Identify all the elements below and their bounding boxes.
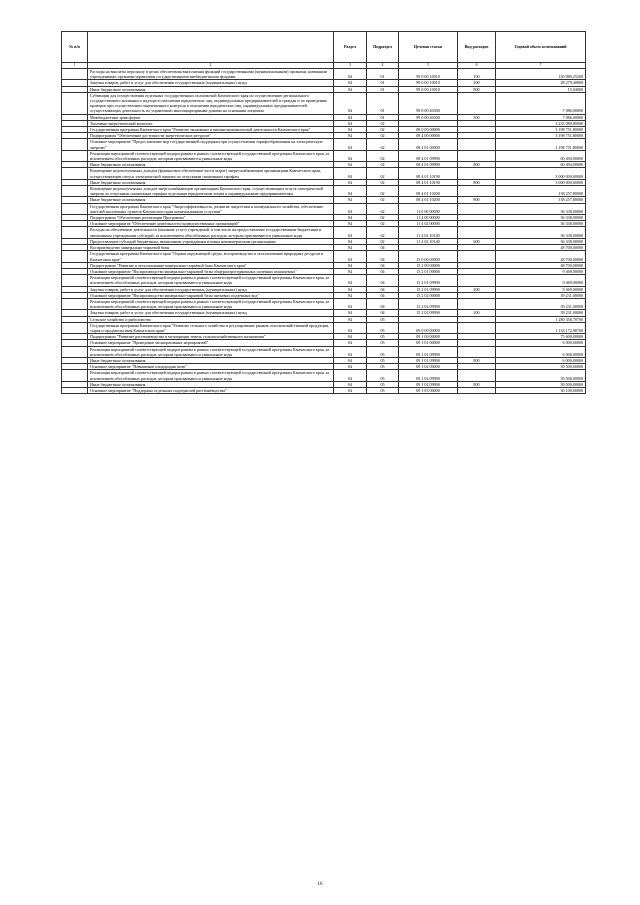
table-row — [62, 322, 586, 333]
cell-razdel: 04 — [334, 357, 367, 363]
cell-vid: 200 — [458, 286, 496, 292]
cell-vid — [458, 370, 496, 381]
cell-podrazdel: 05 — [367, 364, 399, 370]
cell-podrazdel: 04 — [367, 275, 399, 286]
cell-name: Иные бюджетные ассигнования — [88, 197, 334, 203]
cell-razdel: 04 — [334, 215, 367, 221]
cell-podrazdel: 04 — [367, 268, 399, 274]
cell-amount: 1 133 172,98700 — [496, 322, 586, 333]
cell-name: Предоставление субсидий бюджетным, автономным учреждениям и иным некоммерческим организациям — [88, 238, 334, 244]
cell-razdel: 04 — [334, 298, 367, 309]
cell-statya: 09 1 01 09990 — [399, 346, 458, 357]
cell-name: Иные бюджетные ассигнования — [88, 381, 334, 387]
table-row — [62, 203, 586, 214]
cell-razdel: 04 — [334, 179, 367, 185]
cell-statya: 15 2 01 09990 — [399, 286, 458, 292]
cell-name: Реализация мероприятий соответствующей подпрограммы в рамках соответствующей государственной программы Камчатского края, за исключением обособленных расходов, которым присваиваются уникальные коды — [88, 275, 334, 286]
table-row — [62, 387, 586, 393]
header-num: № п/п — [62, 32, 88, 63]
cell-podrazdel: 04 — [367, 245, 399, 251]
cell-vid — [458, 298, 496, 309]
cell-amount: 3 235 089,80000 — [496, 120, 586, 126]
cell-razdel: 04 — [334, 139, 367, 150]
table-row — [62, 227, 586, 238]
cell-num — [62, 186, 88, 197]
cell-statya: 09 1 02 09990 — [399, 370, 458, 381]
cell-amount: 39 231,00000 — [496, 292, 586, 298]
cell-podrazdel: 05 — [367, 340, 399, 346]
cell-num — [62, 150, 88, 161]
cell-statya: 09 1 02 00000 — [399, 364, 458, 370]
cell-statya: 99 0 00 10010 — [399, 80, 458, 86]
table-row — [62, 298, 586, 309]
cell-statya: 15 0 00 00000 — [399, 251, 458, 262]
cell-name: Государственная программа Камчатского края "Энергоэффективность, развитие энергетики и коммунального хозяйства, обеспечение жителей населенных пунктов Камчатского края коммунальными услугами" — [88, 203, 334, 214]
table-header-row — [62, 32, 586, 63]
cell-podrazdel: 01 — [367, 69, 399, 80]
cell-name: Основное мероприятие "Поддержка отдельных подотраслей растениеводства" — [88, 387, 334, 393]
cell-num — [62, 203, 88, 214]
cell-name: Основное мероприятие "Воспроизводство минерально-сырьевой базы питьевых подземных вод" — [88, 292, 334, 298]
cell-amount: 48 700,00000 — [496, 245, 586, 251]
cell-name: Основное мероприятие "Обеспечение деятельности подведомственных организаций" — [88, 221, 334, 227]
cell-amount: 130 980,25200 — [496, 69, 586, 80]
cell-name: Подпрограмма "Обеспечение реализации Программы" — [88, 215, 334, 221]
cell-amount: 39 500,00000 — [496, 370, 586, 381]
cell-razdel: 04 — [334, 203, 367, 214]
cell-num — [62, 275, 88, 286]
cell-statya: 99 0 00 40300 — [399, 114, 458, 120]
cell-statya: 15 2 01 00000 — [399, 268, 458, 274]
cell-name: Иные бюджетные ассигнования — [88, 162, 334, 168]
table-row — [62, 370, 586, 381]
cell-amount: 3 198 751,80000 — [496, 133, 586, 139]
cell-name: Подпрограмма "Развитие растениеводства и мелиорации земель сельскохозяйственного назначения" — [88, 334, 334, 340]
cell-vid: 500 — [458, 114, 496, 120]
cell-razdel: 04 — [334, 268, 367, 274]
cell-podrazdel: 04 — [367, 286, 399, 292]
cell-vid: 100 — [458, 69, 496, 80]
cell-podrazdel: 01 — [367, 86, 399, 92]
cell-razdel: 04 — [334, 69, 367, 80]
cell-num — [62, 227, 88, 238]
col-number: 1 — [62, 63, 88, 69]
cell-razdel: 04 — [334, 168, 367, 179]
cell-statya: 08 4 01 09990 — [399, 150, 458, 161]
table-row — [62, 168, 586, 179]
cell-num — [62, 92, 88, 114]
cell-amount: 7 086,00000 — [496, 92, 586, 114]
cell-amount: 9 469,00000 — [496, 275, 586, 286]
cell-amount: 28 279,40800 — [496, 80, 586, 86]
cell-statya: 09 1 02 09990 — [399, 381, 458, 387]
table-row — [62, 275, 586, 286]
cell-podrazdel: 02 — [367, 133, 399, 139]
cell-razdel: 04 — [334, 80, 367, 86]
table-row — [62, 346, 586, 357]
cell-statya: 08 4 01 10200 — [399, 197, 458, 203]
cell-amount: 36 338,00000 — [496, 227, 586, 238]
header-amount: Годовой объем ассигнований — [496, 32, 586, 63]
cell-razdel: 04 — [334, 275, 367, 286]
cell-amount: 48 700,00000 — [496, 262, 586, 268]
cell-num — [62, 298, 88, 309]
page-number: 16 — [317, 882, 323, 887]
cell-vid — [458, 150, 496, 161]
cell-podrazdel: 04 — [367, 292, 399, 298]
cell-podrazdel: 04 — [367, 298, 399, 309]
cell-razdel: 04 — [334, 322, 367, 333]
cell-statya: 08 4 01 10190 — [399, 168, 458, 179]
cell-podrazdel: 01 — [367, 114, 399, 120]
cell-name: Реализация мероприятий соответствующей подпрограммы в рамках соответствующей государственной программы Камчатского края, за исключением обособленных расходов, которым присваиваются уникальные коды — [88, 150, 334, 161]
table-body — [62, 69, 586, 394]
cell-podrazdel: 02 — [367, 120, 399, 126]
header-name — [88, 32, 334, 63]
cell-name: Подпрограмма "Развитие и использование минерально-сырьевой базы Камчатского края" — [88, 262, 334, 268]
cell-vid: 800 — [458, 86, 496, 92]
cell-podrazdel: 02 — [367, 221, 399, 227]
cell-vid — [458, 139, 496, 150]
cell-statya: 11 4 00 00000 — [399, 215, 458, 221]
cell-podrazdel: 02 — [367, 139, 399, 150]
cell-name: Субвенции для осуществления отдельных государственных полномочий Камчатского края по осуществлению регионального государственного жилищного надзора в отношении юридических лиц, индивидуальных предпринимателей и граждан и по проведению проверок при осуществлении лицензионного контроля в отношении юридических лиц, индивидуальных предпринимателей, осуществляющих деятельность по управлению многоквартирными домами на основании лицензии — [88, 92, 334, 114]
cell-name: Закупка товаров, работ и услуг для обеспечения государственных (муниципальных) нужд — [88, 80, 334, 86]
cell-razdel: 04 — [334, 292, 367, 298]
cell-amount: 9 469,00000 — [496, 268, 586, 274]
cell-razdel: 04 — [334, 92, 367, 114]
cell-podrazdel: 01 — [367, 92, 399, 114]
cell-statya: 08 4 01 09990 — [399, 162, 458, 168]
cell-podrazdel: 05 — [367, 334, 399, 340]
col-number: 3 — [334, 63, 367, 69]
cell-amount: 36 338,00000 — [496, 238, 586, 244]
cell-amount: 39 231,00000 — [496, 298, 586, 309]
cell-name: Иные бюджетные ассигнования — [88, 179, 334, 185]
cell-statya: 99 0 00 10010 — [399, 86, 458, 92]
cell-razdel: 04 — [334, 150, 367, 161]
cell-amount: 48 700,00000 — [496, 251, 586, 262]
cell-amount: 6 000,00000 — [496, 346, 586, 357]
cell-num — [62, 251, 88, 262]
cell-podrazdel: 02 — [367, 127, 399, 133]
cell-num — [62, 370, 88, 381]
cell-podrazdel: 02 — [367, 186, 399, 197]
cell-vid — [458, 186, 496, 197]
cell-name: Реализация мероприятий соответствующей подпрограммы в рамках соответствующей государственной программы Камчатского края, за исключением обособленных расходов, которым присваиваются уникальные коды — [88, 298, 334, 309]
cell-amount: 39 500,00000 — [496, 364, 586, 370]
table-row — [62, 186, 586, 197]
cell-vid — [458, 275, 496, 286]
cell-name: Основное мероприятие "Повышение плодородия почв" — [88, 364, 334, 370]
cell-razdel: 04 — [334, 86, 367, 92]
cell-name: Воспроизводство минерально-сырьевой базы — [88, 245, 334, 251]
cell-razdel: 04 — [334, 346, 367, 357]
cell-statya: 08 4 01 00000 — [399, 139, 458, 150]
cell-name: Возмещение недополученных доходов энергоснабжающим организациям Камчатского края, осуществляющим отпуск электрической энергии по отпускным сниженным тарифам отдельным юридическим лицам и индивидуальным предпринимателям — [88, 186, 334, 197]
cell-razdel: 04 — [334, 286, 367, 292]
cell-podrazdel: 04 — [367, 251, 399, 262]
cell-statya: 15 2 00 00000 — [399, 262, 458, 268]
cell-num — [62, 346, 88, 357]
cell-vid — [458, 203, 496, 214]
cell-num — [62, 69, 88, 80]
cell-statya: 11 4 02 10140 — [399, 227, 458, 238]
cell-razdel: 04 — [334, 133, 367, 139]
cell-vid: 800 — [458, 197, 496, 203]
cell-vid: 800 — [458, 179, 496, 185]
cell-amount: 60 494,00000 — [496, 162, 586, 168]
cell-podrazdel: 02 — [367, 203, 399, 214]
cell-amount: 39 231,00000 — [496, 310, 586, 316]
cell-statya: 09 1 01 09990 — [399, 357, 458, 363]
table-row — [62, 92, 586, 114]
header-podrazdel: Подраздел — [367, 32, 399, 63]
col-number: 5 — [399, 63, 458, 69]
cell-name: Расходы на выплаты персоналу в целях обеспечения выполнения функций государственными (муниципальными) органами, казенными учреждениями, органами управления государственными внебюджетными фондами — [88, 69, 334, 80]
cell-statya: 09 1 00 00000 — [399, 334, 458, 340]
cell-razdel: 04 — [334, 387, 367, 393]
cell-vid: 600 — [458, 238, 496, 244]
cell-statya: 15 2 02 09990 — [399, 310, 458, 316]
cell-razdel: 04 — [334, 340, 367, 346]
cell-razdel: 04 — [334, 334, 367, 340]
cell-name: Основное мероприятие "Воспроизводство минерально-сырьевой базы общераспространенных полезных ископаемых" — [88, 268, 334, 274]
cell-podrazdel: 04 — [367, 310, 399, 316]
cell-podrazdel: 02 — [367, 162, 399, 168]
cell-razdel: 04 — [334, 316, 367, 322]
cell-statya: 09 1 03 00000 — [399, 387, 458, 393]
cell-num — [62, 387, 88, 393]
cell-podrazdel: 02 — [367, 227, 399, 238]
cell-podrazdel: 02 — [367, 150, 399, 161]
cell-amount: 15,04000 — [496, 86, 586, 92]
cell-statya: 08 4 01 10190 — [399, 179, 458, 185]
cell-name: Закупка товаров, работ и услуг для обеспечения государственных (муниципальных) нужд — [88, 286, 334, 292]
cell-amount: 9 469,00000 — [496, 286, 586, 292]
cell-statya: 15 2 02 00000 — [399, 292, 458, 298]
cell-razdel: 04 — [334, 186, 367, 197]
cell-podrazdel: 05 — [367, 346, 399, 357]
cell-name: Реализация мероприятий соответствующей подпрограммы в рамках соответствующей государственной программы Камчатского края, за исключением обособленных расходов, которым присваиваются уникальные коды — [88, 346, 334, 357]
cell-statya: 08 4 00 00000 — [399, 133, 458, 139]
cell-razdel: 04 — [334, 245, 367, 251]
cell-razdel: 04 — [334, 227, 367, 238]
budget-table — [61, 31, 586, 394]
cell-num — [62, 139, 88, 150]
cell-name: Реализация мероприятий соответствующей подпрограммы в рамках соответствующей государственной программы Камчатского края, за исключением обособленных расходов, которым присваиваются уникальные коды — [88, 370, 334, 381]
table-row — [62, 69, 586, 80]
cell-podrazdel: 04 — [367, 262, 399, 268]
cell-razdel: 04 — [334, 310, 367, 316]
cell-name: Иные бюджетные ассигнования — [88, 357, 334, 363]
cell-razdel: 04 — [334, 370, 367, 381]
cell-amount: 138 257,80000 — [496, 197, 586, 203]
cell-statya: 15 2 02 09990 — [399, 298, 458, 309]
cell-amount: 60 494,00000 — [496, 150, 586, 161]
cell-podrazdel: 05 — [367, 387, 399, 393]
cell-name: Государственная программа Камчатского края "Развитие сельского хозяйства и регулирование рынков сельскохозяйственной продукции, сырья и продовольствия Камчатского края" — [88, 322, 334, 333]
cell-amount: 39 500,00000 — [496, 381, 586, 387]
cell-name: Закупка товаров, работ и услуг для обеспечения государственных (муниципальных) нужд — [88, 310, 334, 316]
cell-vid — [458, 387, 496, 393]
cell-name: Основное мероприятие "Проведение мелиоративных мероприятий" — [88, 340, 334, 346]
cell-podrazdel: 01 — [367, 80, 399, 86]
header-statya: Целевая статья — [399, 32, 458, 63]
cell-razdel: 04 — [334, 197, 367, 203]
cell-amount: 36 338,00000 — [496, 203, 586, 214]
cell-podrazdel: 05 — [367, 316, 399, 322]
cell-amount: 3 198 751,80000 — [496, 127, 586, 133]
cell-podrazdel: 02 — [367, 197, 399, 203]
cell-razdel: 04 — [334, 162, 367, 168]
cell-amount: 7 086,00000 — [496, 114, 586, 120]
cell-vid: 200 — [458, 80, 496, 86]
cell-podrazdel: 05 — [367, 322, 399, 333]
cell-podrazdel: 05 — [367, 357, 399, 363]
cell-vid: 800 — [458, 381, 496, 387]
cell-vid: 200 — [458, 310, 496, 316]
cell-vid — [458, 227, 496, 238]
table-row — [62, 150, 586, 161]
cell-vid — [458, 92, 496, 114]
cell-razdel: 04 — [334, 221, 367, 227]
cell-amount: 36 338,00000 — [496, 215, 586, 221]
table-row — [62, 251, 586, 262]
cell-podrazdel: 05 — [367, 381, 399, 387]
cell-podrazdel: 02 — [367, 168, 399, 179]
cell-statya: 09 1 01 00000 — [399, 340, 458, 346]
header-vid: Вид расходов — [458, 32, 496, 63]
cell-name: Расходы на обеспечение деятельности (оказание услуг) учреждений, в том числе на предоставление государственным бюджетным и автономным учреждениям субсидий, за исключением обособленных расходов, которым присваиваются уникальные коды — [88, 227, 334, 238]
cell-statya: 99 0 00 10010 — [399, 69, 458, 80]
cell-razdel: 04 — [334, 238, 367, 244]
cell-statya: 11 4 02 00000 — [399, 221, 458, 227]
cell-name: Государственная программа Камчатского края "Развитие экономики и внешнеэкономической деятельности Камчатского края" — [88, 127, 334, 133]
col-number: 4 — [367, 63, 399, 69]
cell-statya: 99 0 00 40300 — [399, 92, 458, 114]
cell-razdel: 04 — [334, 251, 367, 262]
cell-statya: 11 4 02 10140 — [399, 238, 458, 244]
cell-name: Государственная программа Камчатского края "Охрана окружающей среды, воспроизводство и использование природных ресурсов в Камчатском крае" — [88, 251, 334, 262]
cell-razdel: 04 — [334, 381, 367, 387]
cell-vid — [458, 346, 496, 357]
cell-podrazdel: 02 — [367, 238, 399, 244]
cell-vid — [458, 322, 496, 333]
cell-amount: 3 000 000,00000 — [496, 179, 586, 185]
col-number: 6 — [458, 63, 496, 69]
cell-podrazdel: 02 — [367, 179, 399, 185]
cell-name: Межбюджетные трансферты — [88, 114, 334, 120]
cell-amount: 3 000 000,00000 — [496, 168, 586, 179]
cell-podrazdel: 02 — [367, 215, 399, 221]
cell-statya: 08 0 00 00000 — [399, 127, 458, 133]
cell-name: Основное мероприятие "Предоставление мер государственной поддержки при осуществлении тарифообразования на электрическую энергию" — [88, 139, 334, 150]
cell-razdel: 04 — [334, 262, 367, 268]
cell-amount: 1 280 358,78700 — [496, 316, 586, 322]
cell-razdel: 04 — [334, 127, 367, 133]
cell-razdel: 04 — [334, 114, 367, 120]
cell-statya: 11 0 00 00000 — [399, 203, 458, 214]
cell-name: Сельское хозяйство и рыболовство — [88, 316, 334, 322]
cell-amount: 3 198 751,80000 — [496, 139, 586, 150]
cell-amount: 6 000,00000 — [496, 357, 586, 363]
cell-razdel: 04 — [334, 120, 367, 126]
cell-name: Иные бюджетные ассигнования — [88, 86, 334, 92]
cell-statya: 08 4 01 10200 — [399, 186, 458, 197]
cell-vid — [458, 251, 496, 262]
cell-amount: 30 100,00000 — [496, 387, 586, 393]
cell-amount: 75 600,00000 — [496, 334, 586, 340]
cell-amount: 138 257,80000 — [496, 186, 586, 197]
cell-razdel: 04 — [334, 364, 367, 370]
cell-vid: 800 — [458, 357, 496, 363]
header-razdel: Раздел — [334, 32, 367, 63]
cell-vid: 800 — [458, 162, 496, 168]
col-number: 2 — [88, 63, 334, 69]
cell-name: Топливно-энергетический комплекс — [88, 120, 334, 126]
cell-name: Подпрограмма "Обеспечение доступности энергетических ресурсов" — [88, 133, 334, 139]
cell-podrazdel: 05 — [367, 370, 399, 381]
cell-amount: 36 338,00000 — [496, 221, 586, 227]
cell-statya: 15 2 01 09990 — [399, 275, 458, 286]
cell-num — [62, 168, 88, 179]
table-row — [62, 139, 586, 150]
cell-statya: 09 0 00 00000 — [399, 322, 458, 333]
cell-name: Возмещение недополученных доходов (финансовое обеспечение части затрат) энергоснабжающим организациям Камчатского края, осуществляющим отпуск электрической энергии по отпускным сниженным тарифам — [88, 168, 334, 179]
col-number: 7 — [496, 63, 586, 69]
cell-num — [62, 322, 88, 333]
cell-vid — [458, 168, 496, 179]
cell-amount: 6 000,00000 — [496, 340, 586, 346]
